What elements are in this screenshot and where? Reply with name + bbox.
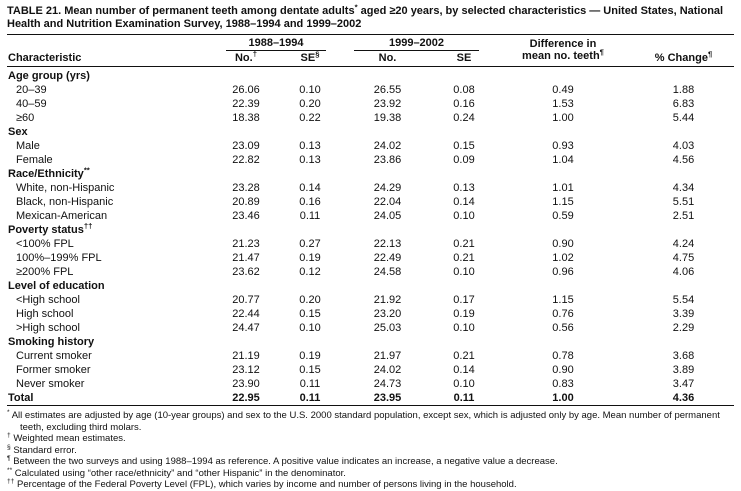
cell-no1: 23.62 (232, 266, 260, 278)
table-row (7, 83, 734, 97)
cell-no2 (340, 125, 435, 139)
row-label: Race/Ethnicity** (8, 165, 90, 180)
row-label: >High school (16, 322, 80, 334)
cell-no2: 22.49 (373, 252, 402, 264)
col-header-se-1999 (435, 51, 493, 67)
row-label: Total (7, 391, 212, 406)
table-row (7, 377, 734, 391)
section-row (7, 279, 734, 293)
cell-se1: 0.16 (299, 196, 321, 208)
table-title-text: TABLE 21. Mean number of permanent teeth among dentate adults (7, 5, 355, 17)
cell-no1: 20.77 (232, 294, 260, 306)
row-label: Poverty status†† (8, 221, 93, 236)
col-header-difference (493, 35, 633, 67)
cell-no2: 21.92 (373, 294, 402, 306)
cell-no2: 24.05 (373, 210, 402, 222)
table-row (7, 349, 734, 363)
cell-se2: 0.14 (453, 196, 475, 208)
footnote-marker: † (7, 431, 11, 439)
cell-se1: 0.13 (299, 140, 321, 152)
cell-se1: 0.13 (299, 154, 321, 166)
cell-no1: 20.89 (232, 196, 260, 208)
table-row (7, 181, 734, 195)
cell-se2 (435, 279, 493, 293)
col-group-1988-1994-label: 1988–1994 (226, 37, 326, 51)
cell-se1: 0.15 (299, 308, 321, 320)
cell-diff: 0.93 (552, 140, 574, 152)
cell-diff: 0.90 (552, 238, 574, 250)
row-label: Smoking history (8, 336, 95, 348)
cell-se2: 0.19 (453, 308, 475, 320)
cell-no1: 21.19 (232, 350, 260, 362)
cell-diff: 1.15 (552, 294, 574, 306)
data-table (7, 34, 734, 406)
cell-pct: 4.03 (672, 140, 695, 152)
cell-no2 (340, 279, 435, 293)
row-label: Never smoker (16, 378, 85, 390)
cell-diff: 0.56 (552, 322, 574, 334)
table-body (7, 67, 734, 406)
cell-pct: 4.24 (672, 238, 695, 250)
cell-no1 (212, 125, 280, 139)
row-label: Sex (8, 126, 28, 138)
cell-se1: 0.12 (299, 266, 321, 278)
footnote: ** Calculated using “other race/ethnicity” and “other Hispanic” in the denominator. (7, 466, 346, 479)
footnote-marker: * (7, 408, 10, 416)
cell-se2: 0.16 (453, 98, 475, 110)
cell-se1 (280, 125, 340, 139)
cell-no1 (212, 167, 280, 181)
cell-no2: 21.97 (373, 350, 402, 362)
cell-se2: 0.11 (435, 391, 493, 406)
footnote: ¶ Between the two surveys and using 1988–1994 as reference. A positive value indicates an increase, a negative value a decrease. (7, 454, 558, 467)
table-row (7, 97, 734, 111)
footnotes (7, 410, 734, 491)
cell-no2: 22.13 (373, 238, 402, 250)
cell-pct: 4.34 (672, 182, 695, 194)
cell-se1: 0.19 (299, 252, 321, 264)
cell-diff: 0.96 (552, 266, 574, 278)
cell-pct: 2.51 (672, 210, 695, 222)
footnote-marker: § (7, 443, 11, 451)
cell-diff (493, 335, 633, 349)
cell-no2: 22.04 (373, 196, 402, 208)
cell-pct: 4.75 (672, 252, 695, 264)
cell-diff (493, 279, 633, 293)
cell-no1: 23.09 (232, 140, 260, 152)
row-label: Level of education (8, 280, 105, 292)
cell-no2: 23.92 (373, 98, 402, 110)
col-header-no-1988 (212, 51, 280, 67)
cell-pct: 5.44 (672, 112, 695, 124)
cell-pct: 4.36 (633, 391, 734, 406)
table-row (7, 307, 734, 321)
cell-diff (493, 223, 633, 237)
footnote: * All estimates are adjusted by age (10-year groups) and sex to the U.S. 2000 standard population, except sex, which is adjusted only by age. Mean number of permanent teeth, excluding third molars. (7, 408, 720, 433)
cell-no1: 22.95 (212, 391, 280, 406)
col-header-characteristic (7, 35, 212, 67)
cell-diff: 1.02 (552, 252, 574, 264)
cell-diff: 0.76 (552, 308, 574, 320)
cell-diff: 1.53 (552, 98, 574, 110)
cell-se1: 0.20 (299, 98, 321, 110)
cell-se1: 0.10 (299, 322, 321, 334)
cell-se1: 0.15 (299, 364, 321, 376)
cell-diff: 1.04 (552, 154, 574, 166)
row-label: <100% FPL (16, 238, 74, 250)
cell-no2: 19.38 (373, 112, 402, 124)
row-footnote-marker: ** (83, 165, 90, 175)
footnote-marker: ¶ (7, 454, 11, 462)
cell-no2: 24.02 (373, 140, 402, 152)
cell-pct: 3.47 (672, 378, 695, 390)
cell-se2 (435, 167, 493, 181)
row-label: Mexican-American (16, 210, 108, 222)
cell-pct (633, 279, 734, 293)
cell-diff (493, 125, 633, 139)
cell-se1 (280, 279, 340, 293)
cell-pct: 2.29 (672, 322, 695, 334)
cell-pct: 4.56 (672, 154, 695, 166)
cell-no1: 21.47 (232, 252, 260, 264)
difference-header-line2: mean no. teeth (522, 49, 600, 62)
cell-diff: 0.59 (552, 210, 574, 222)
row-label: ≥200% FPL (16, 266, 74, 278)
cell-pct: 3.68 (672, 350, 695, 362)
cell-no1: 26.06 (232, 84, 260, 96)
table-row (7, 139, 734, 153)
cell-pct: 6.83 (672, 98, 695, 110)
cell-se1 (280, 223, 340, 237)
table-row (7, 237, 734, 251)
row-label: Female (16, 154, 53, 166)
cell-pct (633, 67, 734, 84)
cell-pct (633, 223, 734, 237)
cell-no2: 24.58 (373, 266, 402, 278)
section-row (7, 335, 734, 349)
no-1988-label: No. (234, 52, 253, 64)
no-1999-label: No. (378, 52, 397, 64)
cell-diff: 1.01 (552, 182, 574, 194)
cell-se1: 0.10 (299, 84, 321, 96)
table-row (7, 111, 734, 125)
section-row (7, 67, 734, 84)
cell-no2 (340, 167, 435, 181)
cell-no2: 23.86 (373, 154, 402, 166)
table-row (7, 363, 734, 377)
cell-pct: 1.88 (672, 84, 695, 96)
footnote: †† Percentage of the Federal Poverty Level (FPL), which varies by income and number of persons living in the household. (7, 477, 517, 490)
cell-se2: 0.24 (453, 112, 475, 124)
row-label: 40–59 (16, 98, 47, 110)
cell-no2: 25.03 (373, 322, 402, 334)
col-header-se-1988 (280, 51, 340, 67)
se-1988-label: SE (300, 52, 316, 64)
cell-no1: 23.28 (232, 182, 260, 194)
header-spanner-row (7, 35, 734, 52)
cell-se2: 0.10 (453, 322, 475, 334)
cell-no2: 23.95 (340, 391, 435, 406)
row-label: White, non-Hispanic (16, 182, 115, 194)
cell-no1: 18.38 (232, 112, 260, 124)
cell-pct: 5.54 (672, 294, 695, 306)
cell-se1 (280, 167, 340, 181)
cell-diff: 1.15 (552, 196, 574, 208)
cell-se2: 0.21 (453, 252, 475, 264)
cell-no2: 24.73 (373, 378, 402, 390)
cell-se2 (435, 125, 493, 139)
table-row (7, 293, 734, 307)
cell-no1: 22.39 (232, 98, 260, 110)
table-header (7, 35, 734, 67)
difference-footnote-marker: ¶ (599, 46, 604, 56)
difference-header-line1: Difference in (529, 37, 597, 50)
cell-se1: 0.27 (299, 238, 321, 250)
table-title (7, 2, 734, 31)
cell-se2: 0.15 (453, 140, 475, 152)
cell-no1 (212, 223, 280, 237)
section-row (7, 125, 734, 139)
col-header-characteristic-label: Characteristic (8, 52, 82, 64)
cell-se1: 0.11 (299, 210, 321, 222)
cell-no1: 21.23 (232, 238, 260, 250)
cell-diff: 0.78 (552, 350, 574, 362)
pct-change-header-label: % Change (654, 52, 708, 64)
cell-se1: 0.20 (299, 294, 321, 306)
row-label: 100%–199% FPL (16, 252, 102, 264)
cell-pct (633, 167, 734, 181)
cell-no2: 23.20 (373, 308, 402, 320)
cell-no1: 22.82 (232, 154, 260, 166)
cell-se2: 0.14 (453, 364, 475, 376)
row-label: Male (16, 140, 40, 152)
row-label: Black, non-Hispanic (16, 196, 114, 208)
row-label: <High school (16, 294, 80, 306)
cell-pct (633, 125, 734, 139)
section-row (7, 223, 734, 237)
cell-pct (633, 335, 734, 349)
cell-no1 (212, 279, 280, 293)
cell-se1: 0.22 (299, 112, 321, 124)
table-title-text-cont: aged ≥20 years, by selected characteristics — United States, National Health and Nutrition Examination Survey, 1988–1994 and 1999–2002 (7, 5, 724, 30)
cell-se2: 0.21 (453, 350, 475, 362)
section-row (7, 167, 734, 181)
table-row (7, 251, 734, 265)
table-row (7, 195, 734, 209)
cell-no1 (212, 335, 280, 349)
cell-diff (493, 67, 633, 84)
cell-diff: 0.83 (552, 378, 574, 390)
cell-no2 (340, 223, 435, 237)
no-1988-footnote-marker: † (252, 49, 257, 59)
row-label: Former smoker (16, 364, 91, 376)
cell-se2: 0.17 (453, 294, 475, 306)
cell-se1 (280, 335, 340, 349)
cell-se2: 0.13 (453, 182, 475, 194)
col-group-1999-2002-label: 1999–2002 (354, 37, 479, 51)
cell-no2: 26.55 (373, 84, 402, 96)
cell-diff: 0.90 (552, 364, 574, 376)
total-row (7, 391, 734, 406)
cell-se1: 0.11 (280, 391, 340, 406)
se-1988-footnote-marker: § (315, 49, 320, 59)
title-footnote-marker: * (354, 2, 358, 12)
cell-se2 (435, 67, 493, 84)
cell-se1: 0.14 (299, 182, 321, 194)
footnote-marker: ** (7, 466, 13, 474)
cell-no1: 24.47 (232, 322, 260, 334)
cell-pct: 3.39 (672, 308, 695, 320)
cell-se2: 0.10 (453, 378, 475, 390)
se-1999-label: SE (456, 52, 472, 64)
cell-se2: 0.09 (453, 154, 475, 166)
cell-no2 (340, 335, 435, 349)
table-row (7, 265, 734, 279)
cell-no1: 23.90 (232, 378, 260, 390)
col-group-1988-1994 (212, 35, 340, 52)
row-label: High school (16, 308, 74, 320)
cell-pct: 5.51 (672, 196, 695, 208)
footnote-marker: †† (7, 477, 15, 485)
cell-se2: 0.08 (453, 84, 475, 96)
col-group-1999-2002 (340, 35, 493, 52)
table-row (7, 209, 734, 223)
cell-no2: 24.29 (373, 182, 402, 194)
cell-se1: 0.19 (299, 350, 321, 362)
row-label: 20–39 (16, 84, 47, 96)
cell-diff (493, 167, 633, 181)
row-footnote-marker: †† (83, 221, 93, 231)
col-header-pct-change (633, 35, 734, 67)
cell-se2 (435, 223, 493, 237)
cell-se1: 0.11 (299, 378, 321, 390)
cell-no1 (212, 67, 280, 84)
row-label: ≥60 (16, 112, 35, 124)
cell-no2 (340, 67, 435, 84)
cell-no1: 23.12 (232, 364, 260, 376)
cell-diff: 0.49 (552, 84, 574, 96)
table-row (7, 153, 734, 167)
footnote: § Standard error. (7, 443, 77, 456)
cell-no1: 22.44 (232, 308, 260, 320)
row-label: Age group (yrs) (8, 70, 90, 82)
cell-pct: 4.06 (672, 266, 695, 278)
cell-no2: 24.02 (373, 364, 402, 376)
pct-change-footnote-marker: ¶ (707, 49, 713, 59)
cell-se2: 0.21 (453, 238, 475, 250)
cell-pct: 3.89 (672, 364, 695, 376)
cell-se2: 0.10 (453, 210, 475, 222)
cell-diff: 1.00 (552, 112, 574, 124)
footnote: † Weighted mean estimates. (7, 431, 126, 444)
cell-no1: 23.46 (232, 210, 260, 222)
cell-se2 (435, 335, 493, 349)
cell-se2: 0.10 (453, 266, 475, 278)
row-label: Current smoker (16, 350, 92, 362)
cell-diff: 1.00 (493, 391, 633, 406)
cell-se1 (280, 67, 340, 84)
table-row (7, 321, 734, 335)
col-header-no-1999 (340, 51, 435, 67)
